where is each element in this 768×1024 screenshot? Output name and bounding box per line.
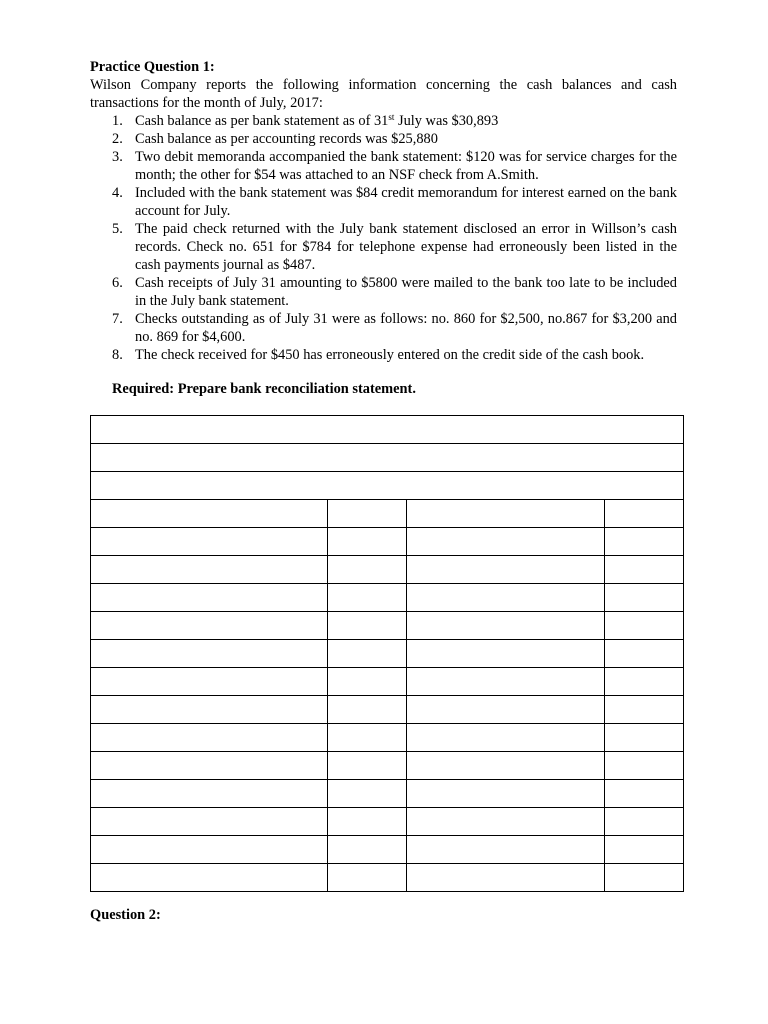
table-cell	[91, 808, 328, 836]
question-1-title: Practice Question 1:	[90, 59, 215, 75]
table-cell	[407, 668, 605, 696]
table-cell	[407, 556, 605, 584]
table-cell	[407, 500, 605, 528]
table-cell	[328, 864, 407, 892]
table-cell	[605, 528, 684, 556]
table-cell	[91, 500, 328, 528]
table-cell	[91, 836, 328, 864]
table-header-row	[91, 416, 684, 444]
table-row	[91, 668, 684, 696]
table-cell	[91, 416, 684, 444]
table-cell	[605, 584, 684, 612]
table-cell	[605, 696, 684, 724]
table-cell	[605, 668, 684, 696]
table-row	[91, 752, 684, 780]
table-cell	[407, 808, 605, 836]
table-cell	[407, 696, 605, 724]
bank-reconciliation-table	[90, 415, 684, 892]
table-cell	[328, 752, 407, 780]
question-1-list	[90, 112, 677, 364]
list-item: 1. Cash balance as per bank statement as of 31st July was $30,893	[112, 112, 499, 129]
table-row	[91, 556, 684, 584]
table-header-row	[91, 472, 684, 500]
table-cell	[407, 836, 605, 864]
table-row	[91, 724, 684, 752]
table-cell	[91, 584, 328, 612]
table-cell	[91, 696, 328, 724]
table-cell	[605, 724, 684, 752]
list-item: 4. Included with the bank statement was $84 credit memorandum for interest earned on the bank account for July.	[112, 185, 677, 219]
table-row	[91, 528, 684, 556]
table-cell	[91, 612, 328, 640]
question-1-section	[90, 58, 677, 398]
table-cell	[407, 528, 605, 556]
list-item: 6. Cash receipts of July 31 amounting to $5800 were mailed to the bank too late to be included in the July bank statement.	[112, 275, 677, 309]
table-row	[91, 808, 684, 836]
table-cell	[605, 864, 684, 892]
table-cell	[605, 780, 684, 808]
table-cell	[91, 864, 328, 892]
table-cell	[605, 612, 684, 640]
table-cell	[328, 808, 407, 836]
table-row	[91, 864, 684, 892]
table-row	[91, 780, 684, 808]
table-cell	[328, 500, 407, 528]
table-row	[91, 640, 684, 668]
table-cell	[407, 864, 605, 892]
table-cell	[91, 444, 684, 472]
table-cell	[91, 556, 328, 584]
table-cell	[407, 640, 605, 668]
table-cell	[328, 612, 407, 640]
list-item: 7. Checks outstanding as of July 31 were as follows: no. 860 for $2,500, no.867 for $3,200 and no. 869 for $4,600.	[112, 311, 677, 345]
table-cell	[91, 472, 684, 500]
table-row	[91, 612, 684, 640]
table-cell	[407, 724, 605, 752]
table-cell	[328, 528, 407, 556]
table-cell	[605, 836, 684, 864]
table-cell	[605, 500, 684, 528]
table-cell	[605, 640, 684, 668]
table-cell	[407, 584, 605, 612]
table-cell	[328, 836, 407, 864]
table-cell	[328, 668, 407, 696]
table-cell	[328, 640, 407, 668]
table-row	[91, 584, 684, 612]
question-2-title: Question 2:	[90, 907, 161, 923]
table-cell	[91, 780, 328, 808]
table-cell	[91, 640, 328, 668]
table-cell	[328, 584, 407, 612]
table-cell	[605, 556, 684, 584]
table-cell	[91, 528, 328, 556]
table-row	[91, 696, 684, 724]
table-header-row	[91, 444, 684, 472]
table-cell	[328, 780, 407, 808]
table-row	[91, 500, 684, 528]
required-instruction: Required: Prepare bank reconciliation statement.	[112, 381, 416, 397]
table-cell	[91, 668, 328, 696]
table-cell	[328, 696, 407, 724]
question-1-intro: Wilson Company reports the following information concerning the cash balances and cash transactions for the month of July, 2017:	[90, 77, 677, 111]
table-cell	[328, 724, 407, 752]
table-cell	[91, 752, 328, 780]
list-item: 8. The check received for $450 has erroneously entered on the credit side of the cash book.	[112, 347, 645, 363]
table-cell	[328, 556, 407, 584]
table-cell	[407, 612, 605, 640]
table-cell	[91, 724, 328, 752]
table-cell	[605, 752, 684, 780]
table-body	[91, 416, 684, 892]
list-item: 2. Cash balance as per accounting records was $25,880	[112, 131, 438, 147]
table-row	[91, 836, 684, 864]
list-item: 5. The paid check returned with the July bank statement disclosed an error in Willson’s cash records. Check no. 651 for $784 for telephone expense had erroneously been listed in the cash payments journal as $487.	[112, 221, 677, 273]
list-item: 3. Two debit memoranda accompanied the bank statement: $120 was for service charges for the month; the other for $54 was attached to an NSF check from A.Smith.	[112, 149, 677, 183]
table-cell	[407, 780, 605, 808]
table-cell	[605, 808, 684, 836]
table-cell	[407, 752, 605, 780]
